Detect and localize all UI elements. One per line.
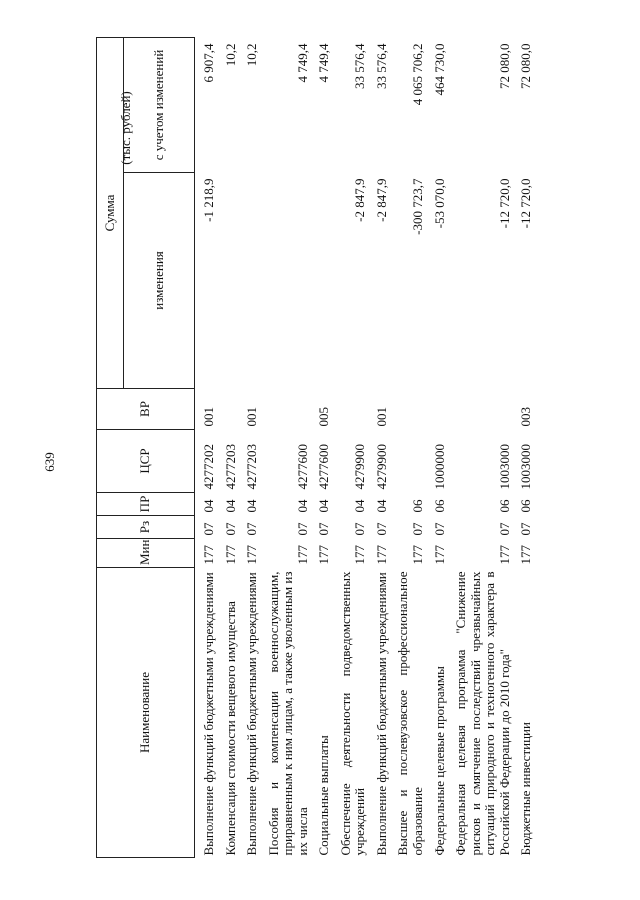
row-change: -12 720,0 <box>518 178 534 229</box>
row-change: -2 847,9 <box>373 178 389 222</box>
row-change: -300 723,7 <box>410 178 426 235</box>
row-vr: 001 <box>244 407 260 427</box>
table-row <box>389 38 425 858</box>
row-name: Бюджетные инвестиции <box>518 722 534 856</box>
row-vr: 001 <box>201 407 216 427</box>
row-vr <box>332 389 368 430</box>
row-vr <box>426 389 448 430</box>
row-csr: 4277202 <box>201 444 216 490</box>
row-csr: 4277600 <box>294 444 310 490</box>
row-csr: 4279900 <box>352 444 368 490</box>
units-note: (тыс. рублей) <box>118 91 133 165</box>
row-name: Пособия и компенсации военнослужащим, приравненным к ним лицам, а также уволенным из их числа <box>265 571 310 856</box>
row-rz: 07 <box>431 522 447 536</box>
table-row <box>426 38 448 858</box>
row-change: -2 847,9 <box>352 178 368 222</box>
row-total: 4 749,4 <box>294 43 310 83</box>
row-change: -1 218,9 <box>201 178 216 222</box>
row-total: 33 576,4 <box>373 43 389 89</box>
row-rz: 07 <box>316 522 332 536</box>
row-total: 6 907,4 <box>201 43 216 83</box>
table-row <box>332 38 368 858</box>
row-rz: 07 <box>352 522 368 536</box>
row-vr <box>217 389 239 430</box>
row-pr: 06 <box>431 499 447 513</box>
row-min: 177 <box>201 545 216 565</box>
row-name: Социальные выплаты <box>316 735 332 856</box>
table-row <box>260 38 311 858</box>
row-min: 177 <box>431 545 447 565</box>
row-csr: 4277203 <box>222 444 238 490</box>
row-change <box>310 173 332 389</box>
table-row <box>238 38 260 858</box>
row-min: 177 <box>410 545 426 565</box>
header-sum: Сумма <box>97 38 124 389</box>
row-rz: 07 <box>244 522 260 536</box>
row-change <box>217 173 239 389</box>
row-min: 177 <box>373 545 389 565</box>
row-pr: 06 <box>410 499 426 513</box>
row-pr: 04 <box>316 499 332 513</box>
row-name: Компенсация стоимости вещевого имущества <box>222 601 238 856</box>
row-csr: 1000000 <box>431 444 447 490</box>
row-pr: 04 <box>373 499 389 513</box>
row-name: Федеральная целевая программа "Снижение рисков и смягчение последствий чрезвычайных ситуаций природного и техногенного характера в Российской Федерации до 2010 года" <box>453 571 512 856</box>
row-change <box>260 173 311 389</box>
row-vr <box>389 389 425 430</box>
row-min: 177 <box>352 545 368 565</box>
row-rz: 07 <box>496 522 512 536</box>
budget-table <box>96 37 534 858</box>
row-rz: 07 <box>518 522 534 536</box>
row-total: 4 749,4 <box>316 43 332 83</box>
row-name: Обеспечение деятельности подведомственных учреждений <box>337 571 368 856</box>
row-rz: 07 <box>373 522 389 536</box>
row-csr: 1003000 <box>496 444 512 490</box>
row-total: 72 080,0 <box>496 43 512 89</box>
table-row <box>310 38 332 858</box>
row-min: 177 <box>294 545 310 565</box>
row-name: Выполнение функций бюджетными учреждениями <box>201 572 216 856</box>
row-total: 33 576,4 <box>352 43 368 89</box>
row-pr: 06 <box>496 499 512 513</box>
row-pr: 06 <box>518 499 534 513</box>
row-min: 177 <box>316 545 332 565</box>
row-pr: 04 <box>294 499 310 513</box>
table-row <box>447 38 512 858</box>
rotated-table-container <box>96 38 576 858</box>
row-change: -53 070,0 <box>431 178 447 229</box>
row-change <box>238 173 260 389</box>
header-name: Наименование <box>97 568 195 858</box>
row-vr: 003 <box>518 407 534 427</box>
row-name: Выполнение функций бюджетными учреждениями <box>373 572 389 856</box>
row-min: 177 <box>518 545 534 565</box>
row-csr <box>389 430 425 493</box>
row-rz: 07 <box>294 522 310 536</box>
row-total: 464 730,0 <box>431 43 447 96</box>
row-total: 10,2 <box>222 43 238 67</box>
row-csr: 4277203 <box>244 444 260 490</box>
row-vr: 005 <box>316 407 332 427</box>
header-pr: ПР <box>97 493 195 516</box>
table-body <box>195 38 534 858</box>
header-change: изменения <box>124 173 195 389</box>
row-name: Высшее и послевузовское профессиональное образование <box>395 571 426 856</box>
page-number: 639 <box>42 452 57 472</box>
row-name: Выполнение функций бюджетными учреждениями <box>244 572 260 856</box>
row-vr: 001 <box>373 407 389 427</box>
table-row <box>512 38 534 858</box>
row-pr: 04 <box>201 499 216 513</box>
table-row <box>217 38 239 858</box>
row-csr: 1003000 <box>518 444 534 490</box>
row-vr <box>447 389 512 430</box>
row-min: 177 <box>244 545 260 565</box>
row-pr: 04 <box>244 499 260 513</box>
row-total: 4 065 706,2 <box>410 43 426 106</box>
header-vr: ВР <box>97 389 195 430</box>
row-total: 10,2 <box>244 43 260 67</box>
row-pr: 04 <box>352 499 368 513</box>
row-rz: 07 <box>222 522 238 536</box>
header-min: Мин <box>97 539 195 568</box>
row-total: 72 080,0 <box>518 43 534 89</box>
row-min: 177 <box>496 545 512 565</box>
row-csr: 4277600 <box>316 444 332 490</box>
header-with-change: с учетом изменений <box>124 38 195 173</box>
row-min: 177 <box>222 545 238 565</box>
row-name: Федеральные целевые программы <box>431 666 447 856</box>
row-pr: 04 <box>222 499 238 513</box>
row-vr <box>260 389 311 430</box>
header-csr: ЦСР <box>97 430 195 493</box>
header-rz: Рз <box>97 516 195 539</box>
table-row <box>195 38 217 858</box>
row-change: -12 720,0 <box>496 178 512 229</box>
row-rz: 07 <box>410 522 426 536</box>
table-row <box>368 38 390 858</box>
row-rz: 07 <box>201 522 216 536</box>
row-csr: 4279900 <box>373 444 389 490</box>
